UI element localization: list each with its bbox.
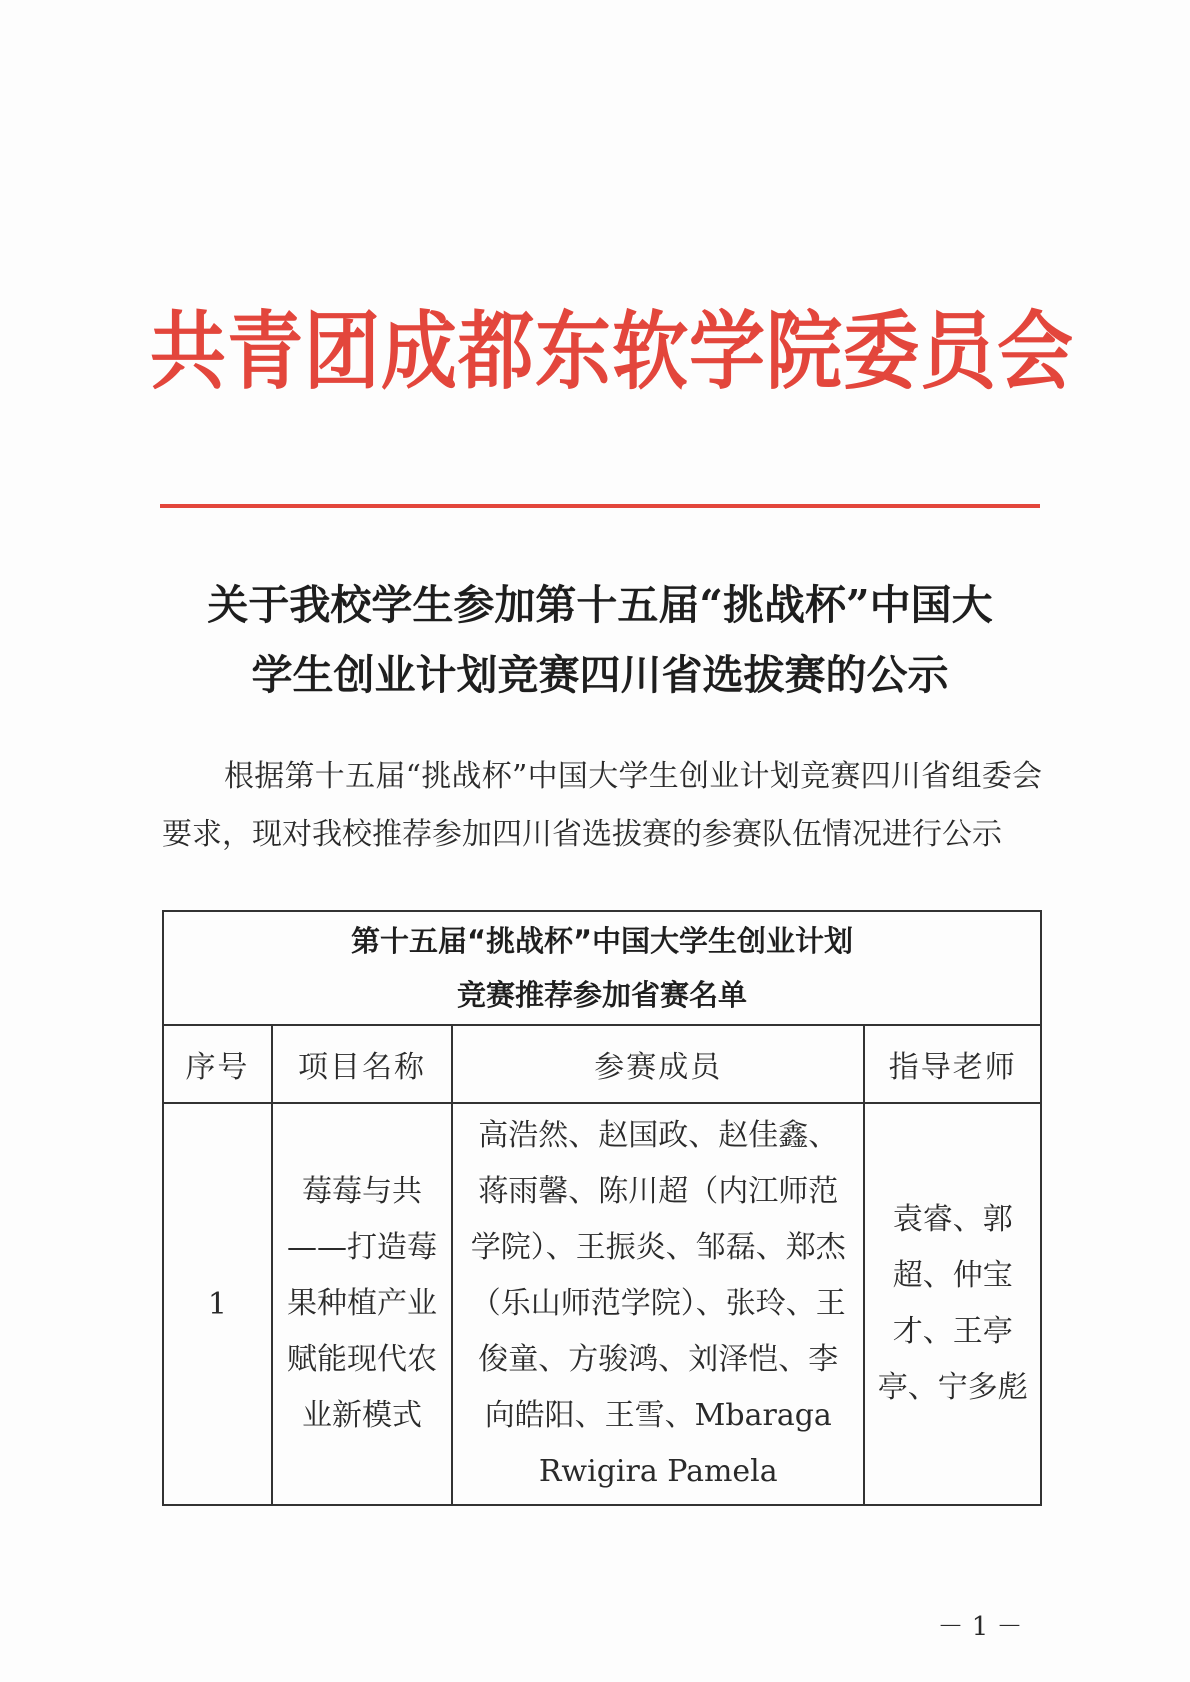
red-divider — [160, 504, 1040, 508]
table-title — [163, 911, 1041, 1025]
header-project: 项目名称 — [272, 1025, 452, 1103]
nomination-table — [162, 910, 1042, 1506]
document-title-line2: 学生创业计划竞赛四川省选拔赛的公示 — [251, 651, 949, 699]
cell-no: 1 — [163, 1103, 272, 1505]
document-title — [150, 570, 1050, 710]
header-no: 序号 — [163, 1025, 272, 1103]
cell-project: 莓莓与共——打造莓果种植产业赋能现代农业新模式 — [272, 1103, 452, 1505]
table-header-row — [163, 1025, 1041, 1103]
document-title-line1: 关于我校学生参加第十五届“挑战杯”中国大 — [207, 581, 993, 629]
body-paragraph-block — [162, 748, 1042, 864]
body-paragraph: 根据第十五届“挑战杯”中国大学生创业计划竞赛四川省组委会要求，现对我校推荐参加四川省选拔赛的参赛队伍情况进行公示 — [162, 759, 1042, 852]
table-title-line1: 第十五届“挑战杯”中国大学生创业计划 — [350, 924, 854, 958]
table-row — [163, 1103, 1041, 1505]
cell-members: 高浩然、赵国政、赵佳鑫、蒋雨馨、陈川超（内江师范学院）、王振炎、邹磊、郑杰（乐山师范学院）、张玲、王俊童、方骏鸿、刘泽恺、李向皓阳、王雪、Mbaraga Rwigira Pamela — [452, 1103, 864, 1505]
header-members: 参赛成员 — [452, 1025, 864, 1103]
table-title-line2: 竞赛推荐参加省赛名单 — [456, 978, 747, 1012]
header-advisors: 指导老师 — [864, 1025, 1041, 1103]
org-header-title: 共青团成都东软学院委员会 — [150, 301, 1074, 402]
page-number: － 1 － — [937, 1612, 1023, 1642]
cell-advisors: 袁睿、郭超、仲宝才、王亭亭、宁多彪 — [864, 1103, 1041, 1505]
